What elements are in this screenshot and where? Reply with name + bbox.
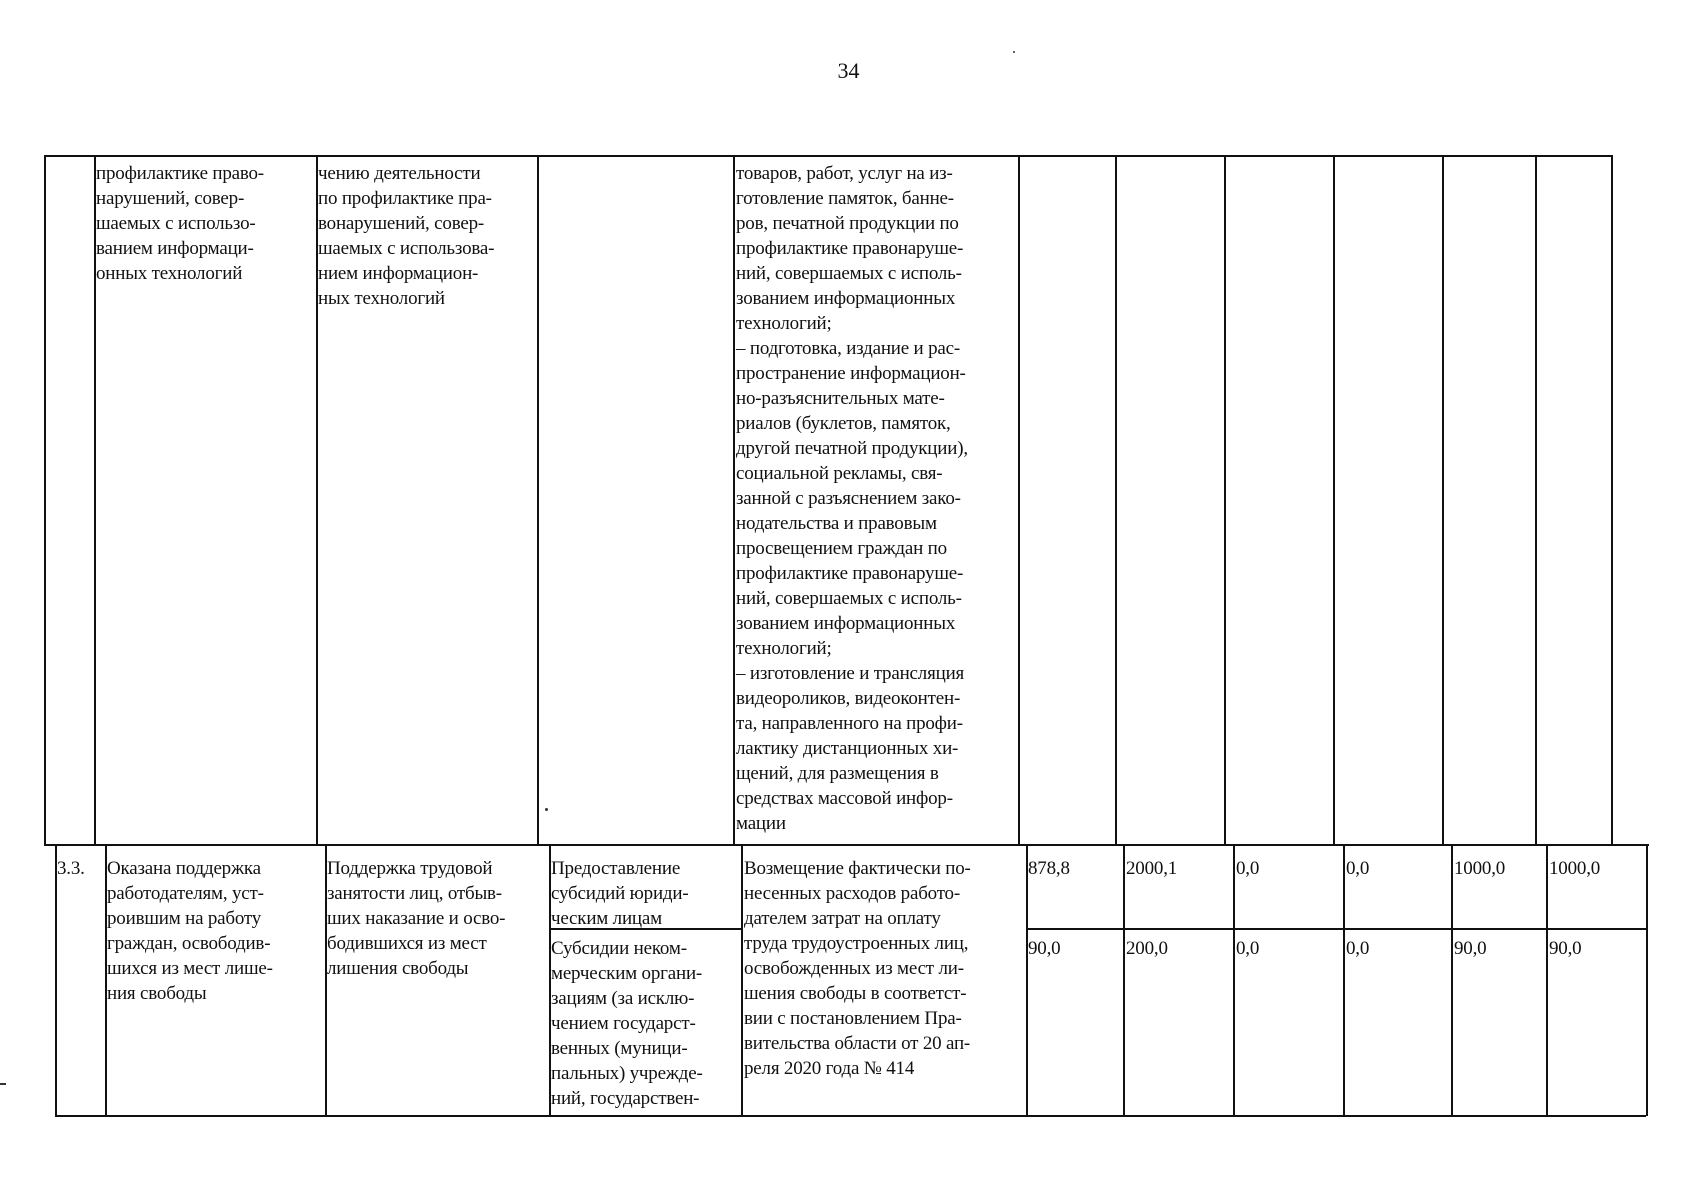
col-border — [55, 844, 57, 1116]
table-bottom-border — [55, 1115, 1646, 1117]
col-border — [44, 155, 46, 845]
col-border — [1115, 155, 1117, 845]
col-border — [1026, 844, 1028, 1116]
col-border — [1442, 155, 1444, 845]
subrow-2-value: 0,0 — [1346, 938, 1370, 959]
row-divider — [44, 844, 1649, 846]
cont-result-text: профилактике право- нарушений, совер- шаемых с использо- ванием информаци- онных технологий — [96, 163, 264, 284]
row-number: 3.3. — [57, 858, 85, 879]
cont-measure-text: чению деятельности по профилактике пра- вонарушений, совер- шаемых с использова- нием информацион- ных технологий — [318, 163, 495, 309]
subrow-1-type: Предоставление субсидий юриди- ческим лицам — [551, 858, 689, 929]
scan-speck — [1013, 51, 1015, 53]
col-border — [1333, 155, 1335, 845]
col-border — [537, 155, 539, 845]
subrow-2-value: 90,0 — [1028, 938, 1061, 959]
row-measure: Поддержка трудовой занятости лиц, отбыв- ших наказание и осво- бодившихся из мест лишения свободы — [327, 858, 506, 979]
cont-direction-text: товаров, работ, услуг на из- готовление памяток, банне- ров, печатной продукции по профилактике правонаруше- ний, совершаемых с исполь- зованием информационных технологий; – подготовка, издание и рас- пространение информацион- но-разъяснительных мате- риалов (буклетов, памяток, другой печатной продукции), социальной рекламы, свя- занной с разъяснением зако- нодательства и правовым просвещением граждан по профилактике правонаруше- ний, совершаемых с исполь- зованием информационных технологий; – изготовление и трансляция видеороликов, видеоконтен- та, направленного на профи- лактику дистанционных хи- щений, для размещения в средствах массовой инфор- мации — [736, 163, 968, 834]
row-direction: Возмещение фактически по- несенных расходов работо- дателем затрат на оплату труда трудоустроенных лиц, освобожденных из мест ли- шения свободы в соответст- вии с постановлением Пра- вительства области от 20 ап- реля 2020 года № 414 — [744, 858, 971, 1079]
col-border — [1224, 155, 1226, 845]
col-border — [1343, 844, 1345, 1116]
subrow-1-value: 1000,0 — [1549, 858, 1601, 879]
col-border — [1646, 844, 1648, 1116]
col-border — [733, 155, 735, 845]
subrow-2-type: Субсидии неком- мерческим органи- зациям (за исклю- чением государст- венных (муници- пальных) учрежде- ний, государствен- — [551, 938, 703, 1109]
row-result: Оказана поддержка работодателям, уст- роившим на работу граждан, освободив- шихся из мест лише- ния свободы — [107, 858, 273, 1004]
subrow-1-value: 0,0 — [1346, 858, 1370, 879]
scan-speck — [545, 808, 548, 811]
table-top-border — [44, 155, 1613, 157]
col-border — [1611, 155, 1613, 845]
col-border — [1535, 155, 1537, 845]
subrow-1-value: 1000,0 — [1454, 858, 1506, 879]
subrow-divider — [1026, 928, 1646, 930]
page-number: 34 — [837, 58, 860, 83]
col-border — [1546, 844, 1548, 1116]
col-border — [1233, 844, 1235, 1116]
subrow-2-value: 200,0 — [1126, 938, 1168, 959]
subrow-2-value: 90,0 — [1454, 938, 1487, 959]
col-border — [741, 844, 743, 1116]
subrow-2-value: 90,0 — [1549, 938, 1582, 959]
subrow-1-value: 2000,1 — [1126, 858, 1178, 879]
col-border — [1451, 844, 1453, 1116]
col-border — [1018, 155, 1020, 845]
subrow-2-value: 0,0 — [1236, 938, 1260, 959]
col-border — [1123, 844, 1125, 1116]
subrow-1-value: 0,0 — [1236, 858, 1260, 879]
subrow-1-value: 878,8 — [1028, 858, 1070, 879]
scan-speck — [0, 1083, 6, 1085]
